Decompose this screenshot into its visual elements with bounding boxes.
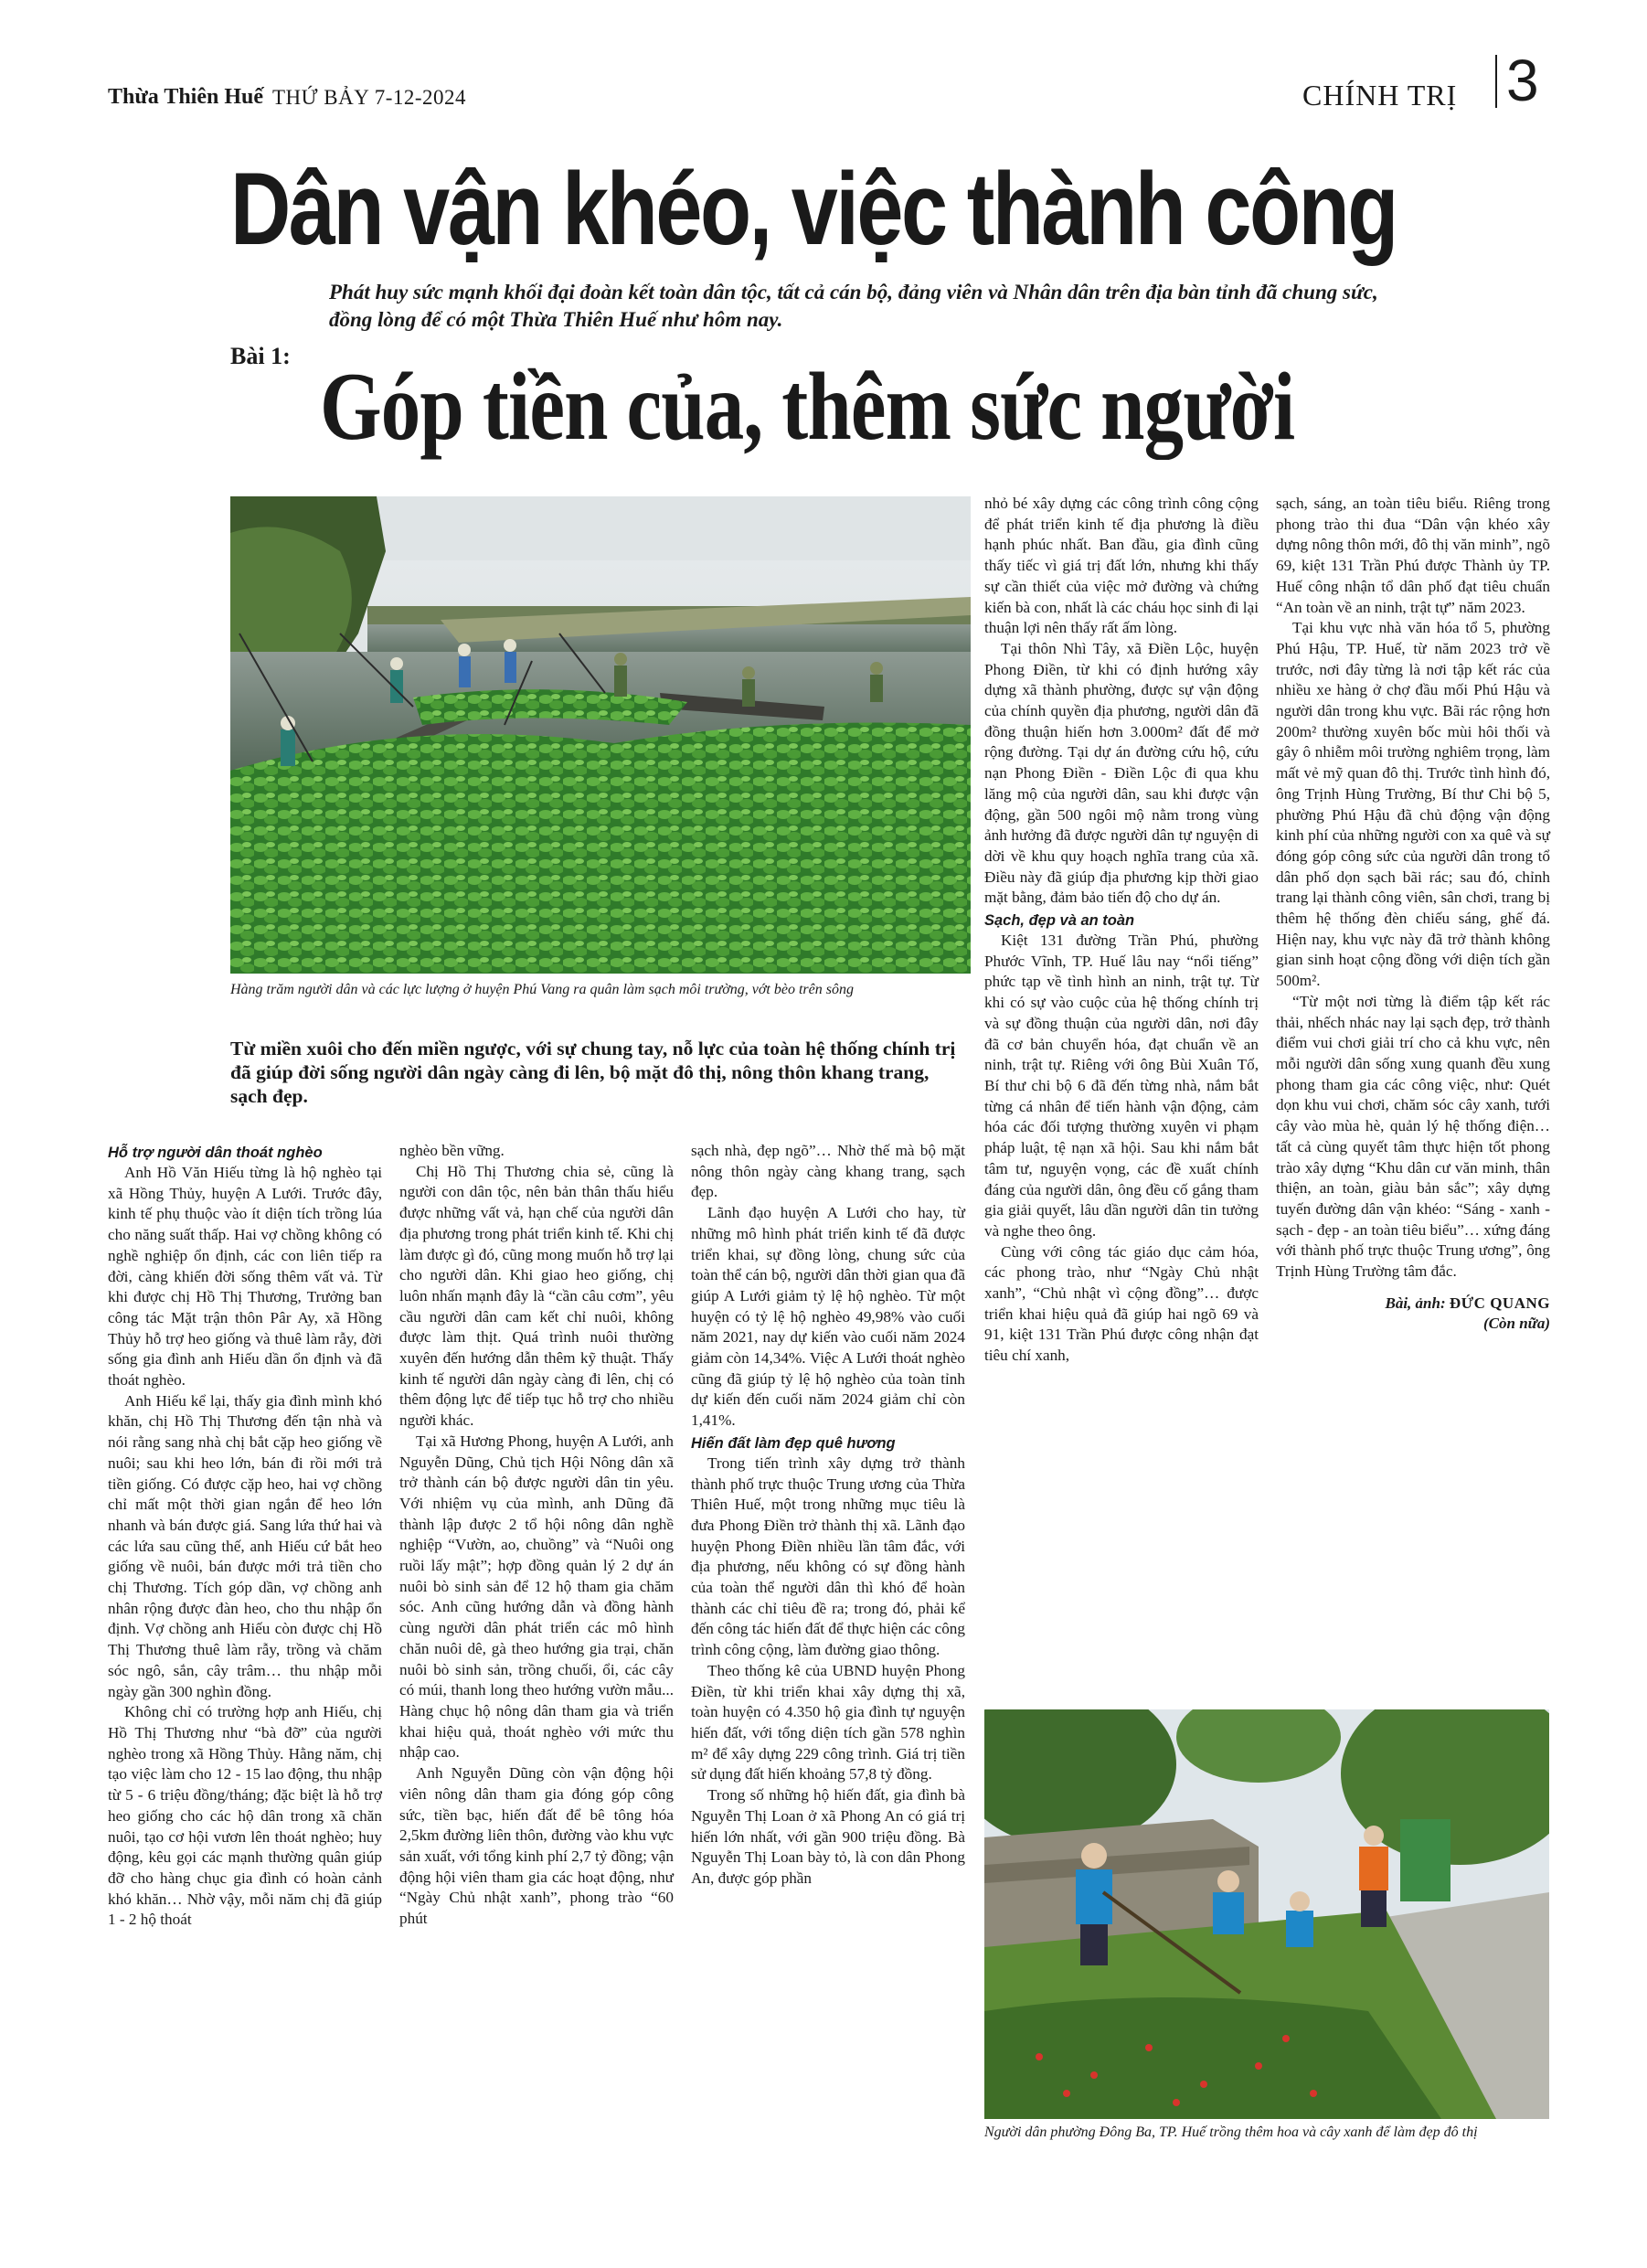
column-3 bbox=[691, 1141, 965, 1890]
section-title: CHÍNH TRỊ bbox=[1302, 79, 1458, 112]
paragraph: Tại xã Hương Phong, huyện A Lưới, anh Nguyễn Dũng, Chủ tịch Hội Nông dân xã trở thành cán bộ được người dân tin yêu. Với nhiệm vụ của mình, anh Dũng đã thành lập được 2 tổ hội nông dân nghề nghiệp “Vườn, ao, chuồng” và “Nuôi ong ruồi lấy mật”; hợp đồng quản lý 2 dự án nuôi bò sinh sản để 12 hộ tham gia chăm sóc. Anh cũng hướng dẫn và đồng hành cùng người dân phát triển các mô hình chăn nuôi dê, gà theo hướng gia trại, chăn nuôi bò sinh sản, trồng chuối, ổi, các cây có múi, thanh long theo hướng vườn mẫu... Hàng chục hộ nông dân tham gia và triển khai hiệu quả, thoát nghèo với mức thu nhập cao. bbox=[399, 1432, 674, 1762]
issue-date: THỨ BẢY 7-12-2024 bbox=[272, 86, 467, 109]
paragraph: Cùng với công tác giáo dục cảm hóa, các phong trào, như “Ngày Chủ nhật xanh”, “Chủ nhật vì cộng đồng”… được triển khai hiệu quả đã giúp hai ngõ 69 và 91, kiệt 131 Trần Phú được công nhận đạt tiêu chí xanh, bbox=[984, 1242, 1259, 1365]
paragraph: Trong số những hộ hiến đất, gia đình bà Nguyễn Thị Loan ở xã Phong An có giá trị hiến lớn nhất, với gần 900 triệu đồng. Bà Nguyễn Thị Loan bày tỏ, là con dân Phong An, được góp phần bbox=[691, 1786, 965, 1887]
paragraph: sạch nhà, đẹp ngõ”… Nhờ thế mà bộ mặt nông thôn ngày càng khang trang, sạch đẹp. bbox=[691, 1142, 965, 1201]
paragraph: sạch, sáng, an toàn tiêu biểu. Riêng trong phong trào thi đua “Dân vận khéo xây dựng nông thôn mới, đô thị văn minh”, ngõ 69, kiệt 131 Trần Phú được Thành ủy TP. Huế công nhận tổ dân phố đạt tiêu chuẩn “An toàn về an ninh, trật tự” năm 2023. bbox=[1276, 495, 1550, 616]
series-label: Bài 1: bbox=[230, 343, 291, 369]
paragraph: Anh Hồ Văn Hiếu từng là hộ nghèo tại xã Hồng Thủy, huyện A Lưới. Trước đây, kinh tế phụ thuộc vào ít diện tích trồng lúa cho năng suất thấp. Hai vợ chồng không có nghề nghiệp ổn định, các con liên tiếp ra đời, càng khiến đời sống thêm vất vả. Từ khi được chị Hồ Thị Thương, Trưởng ban công tác Mặt trận thôn Pâr Ay, xã Hồng Thủy hỗ trợ heo giống và thuê làm rẫy, đời sống gia đình anh Hiếu dần ổn định và đã thoát nghèo. bbox=[108, 1164, 382, 1390]
page-number: 3 bbox=[1506, 48, 1539, 113]
river-cleanup-image bbox=[230, 496, 971, 974]
byline-prefix: Bài, ảnh: bbox=[1385, 1294, 1446, 1312]
headline: Dân vận khéo, việc thành công bbox=[230, 152, 1397, 266]
paragraph: Không chỉ có trường hợp anh Hiếu, chị Hồ Thị Thương như “bà đỡ” của người nghèo trong xã Hồng Thủy. Hằng năm, chị tạo việc làm cho 12 - 15 lao động, thu nhập từ 5 - 6 triệu đồng/tháng; đặc biệt là hỗ trợ heo giống cho các hộ dân trong xã chăn nuôi, tạo cơ hội vươn lên thoát nghèo; huy động, kêu gọi các mạnh thường quân giúp đỡ cho hàng chục gia đình có hoàn cảnh khó khăn… Nhờ vậy, mỗi năm chị đã giúp 1 - 2 hộ thoát bbox=[108, 1703, 382, 1929]
subhead-land-donation: Hiến đất làm đẹp quê hương bbox=[691, 1434, 896, 1452]
paragraph: Tại khu vực nhà văn hóa tổ 5, phường Phú Hậu, TP. Huế, từ năm 2023 trở về trước, nơi đây từng là nơi tập kết rác của nhiều xe hàng ở chợ đầu mối Phú Hậu và người dân trong khu vực. Bãi rác rộng hơn 200m² thường xuyên bốc mùi hôi thối và gây ô nhiễm môi trường nghiêm trọng, làm mất vẻ mỹ quan đô thị. Trước tình hình đó, ông Trịnh Hùng Trường, Bí thư Chi bộ 5, phường Phú Hậu đã chủ động vận động kinh phí của những người con xa quê và sự đóng góp công sức của người dân trong tổ dân phố dọn sạch bãi rác; sau đó, chỉnh trang lại thành công viên, sân chơi, trang bị thêm hệ thống đèn chiếu sáng, ghế đá. Hiện nay, khu vực này đã trở thành không gian sinh hoạt cộng đồng với diện tích gần 500m². bbox=[1276, 619, 1550, 990]
column-4 bbox=[984, 494, 1259, 1367]
paragraph: Lãnh đạo huyện A Lưới cho hay, từ những mô hình phát triển kinh tế đã được triển khai, sự đồng lòng, chung sức của toàn thể cán bộ, người dân thời gian qua đã giúp A Lưới giảm tỷ lệ hộ nghèo. Từ một huyện có tỷ lệ hộ nghèo 49,98% vào cuối năm 2021, nay dự kiến vào cuối năm 2024 giảm còn 14,34%. Việc A Lưới thoát nghèo cũng đã giúp tỷ lệ hộ nghèo của toàn tỉnh dự kiến đến cuối năm 2024 giảm chỉ còn 1,41%. bbox=[691, 1204, 965, 1430]
paragraph: Anh Hiếu kể lại, thấy gia đình mình khó khăn, chị Hồ Thị Thương đến tận nhà và nói rằng sang nhà chị bắt cặp heo giống về nuôi; sau khi heo lớn, bán đi rồi mới trả tiền giống. Có được cặp heo, hai vợ chồng chỉ mất một thời gian ngắn để heo lớn nhanh và bán được giá. Sang lứa thứ hai và các lứa sau cũng thế, anh Hiếu cứ bắt heo giống về nuôi, bán được mới trả tiền cho chị Thương. Tích góp dần, vợ chồng anh nhân rộng được đàn heo, cho thu nhập ổn định. Vợ chồng anh Hiếu còn được chị Hồ Thị Thương thuê làm rẫy, trồng và chăm sóc ngô, sắn, cây trâm… thu nhập mỗi ngày gần 300 nghìn đồng. bbox=[108, 1391, 382, 1700]
paragraph: nhỏ bé xây dựng các công trình công cộng để phát triển kinh tế địa phương là điều hạnh phúc nhất. Ban đầu, gia đình cũng thấy tiếc vì giá trị đất lớn, nhưng khi thấy sự cần thiết của việc mở đường và chứng kiến bà con, nhất là các cháu học sinh đi lại thuận lợi nên thấy rất ấm lòng. bbox=[984, 495, 1259, 637]
masthead: Thừa Thiên Huế bbox=[108, 85, 264, 109]
subhead-clean-safe: Sạch, đẹp và an toàn bbox=[984, 912, 1135, 930]
column-5 bbox=[1276, 494, 1550, 1334]
paragraph: Kiệt 131 đường Trần Phú, phường Phước Vĩnh, TP. Huế lâu nay “nổi tiếng” phức tạp về tình hình an ninh, trật tự. Từ khi có sự vào cuộc của hệ thống chính trị và sự đồng thuận của người dân, nơi đây đã cơ bản chuyển hóa, đạt chuẩn về an ninh, trật tự. Riêng với ông Bùi Xuân Tố, Bí thư chi bộ 6 đã đến từng nhà, nắm bắt từng cá nhân để tiến hành vận động, cảm hóa các đối tượng thường xuyên vi phạm pháp luật, tệ nạn xã hội. Sau khi nắm bắt tâm tư, nguyện vọng, các đề xuất chính đáng của người dân, ông đều cố gắng tham gia giải quyết, lâu dần người dân tin tưởng và nghe theo ông. bbox=[984, 932, 1259, 1240]
header-divider bbox=[1495, 55, 1497, 108]
paragraph: Trong tiến trình xây dựng trở thành thành phố trực thuộc Trung ương của Thừa Thiên Huế, một trong những mục tiêu là đưa Phong Điền trở thành thị xã. Lãnh đạo huyện Phong Điền nhiều lần tâm đắc, với địa phương, nếu không có sự đồng hành của toàn thể người dân thì khó để hoàn thành các chỉ tiêu đề ra; trong đó, phải kể đến công tác hiến đất để thực hiện các công trình công cộng, làm đường giao thông. bbox=[691, 1453, 965, 1659]
byline bbox=[1276, 1294, 1550, 1314]
subheadline: Góp tiền của, thêm sức người bbox=[320, 353, 1295, 460]
photo-caption-flowers: Người dân phường Đông Ba, TP. Huế trồng thêm hoa và cây xanh để làm đẹp đô thị bbox=[984, 2124, 1478, 2140]
byline-author: ĐỨC QUANG bbox=[1449, 1294, 1550, 1312]
paragraph: Theo thống kê của UBND huyện Phong Điền, từ khi triển khai xây dựng thị xã, toàn huyện có 4.350 hộ gia đình tự nguyện hiến đất, với tổng diện tích gần 578 nghìn m² để xây dựng 229 công trình. Giá trị tiền sử dụng đất hiến khoảng 57,8 tỷ đồng. bbox=[691, 1661, 965, 1784]
article-summary: Từ miền xuôi cho đến miền ngược, với sự chung tay, nỗ lực của toàn hệ thống chính trị đã giúp đời sống người dân ngày càng đi lên, bộ mặt đô thị, nông thôn khang trang, sạch đẹp. bbox=[230, 1038, 956, 1107]
column-1 bbox=[108, 1141, 382, 1931]
paragraph: Tại thôn Nhì Tây, xã Điền Lộc, huyện Phong Điền, từ khi có định hướng xây dựng xã thành phường, được sự vận động của chính quyền địa phương, người dân đã đồng thuận hiến hơn 3.000m² đất để mở rộng đường. Tại dự án đường cứu hộ, cứu nạn Phong Điền - Điền Lộc đi qua khu lăng mộ của người dân, sau khi được vận động, gần 500 ngôi mộ nằm trong vùng ảnh hưởng đã được người dân tự nguyện di dời về khu quy hoạch nghĩa trang của xã. Điều này đã giúp địa phương kịp thời giao mặt bằng, đảm bảo tiến độ cho dự án. bbox=[984, 639, 1259, 907]
photo-planting-flowers bbox=[984, 1709, 1549, 2119]
column-2 bbox=[399, 1141, 674, 1930]
paragraph: “Từ một nơi từng là điểm tập kết rác thải, nhếch nhác nay lại sạch đẹp, trở thành điểm vui chơi giải trí cho cả khu vực, nên mỗi người dân sống xung quanh đều xung phong tham gia các công việc, như: Quét dọn khu vui chơi, chăm sóc cây xanh, tưới cây vào mùa hè, quản lý hệ thống điện… tất cả cùng quyết tâm thực hiện tốt phong trào xây dựng “Khu dân cư văn minh, thân thiện, an toàn, giàu bản sắc”; xây dựng tuyến đường dân vận khéo: “Sáng - xanh - sạch - đẹp - an toàn tiêu biểu”… xứng đáng với thành phố trực thuộc Trung ương”, ông Trịnh Hùng Trường tâm đắc. bbox=[1276, 992, 1550, 1281]
continued-note: (Còn nữa) bbox=[1482, 1314, 1550, 1332]
planting-flowers-image bbox=[984, 1709, 1549, 2119]
subhead-poverty: Hỗ trợ người dân thoát nghèo bbox=[108, 1145, 323, 1161]
lead-paragraph: Phát huy sức mạnh khối đại đoàn kết toàn dân tộc, tất cả cán bộ, đảng viên và Nhân dân trên địa bàn tỉnh đã chung sức, đồng lòng để có một Thừa Thiên Huế như hôm nay. bbox=[329, 281, 1378, 331]
paragraph: nghèo bền vững. bbox=[399, 1142, 505, 1159]
photo-caption-river: Hàng trăm người dân và các lực lượng ở huyện Phú Vang ra quân làm sạch môi trường, vớt bèo trên sông bbox=[230, 982, 854, 997]
paragraph: Chị Hồ Thị Thương chia sẻ, cũng là người con dân tộc, nên bản thân thấu hiểu được những vất vả, hạn chế của người dân địa phương trong phát triển kinh tế. Khi chị làm được gì đó, cũng mong muốn hỗ trợ lại cho người dân. Khi giao heo giống, chị luôn nhấn mạnh đây là “cần câu cơm”, yêu cầu người dân cam kết chỉ nuôi, không được làm thịt. Quá trình nuôi thường xuyên đến hướng dẫn thêm kỹ thuật. Thấy kinh tế người dân ngày càng đi lên, chị có thêm động lực để tiếp tục hỗ trợ cho nhiều người khác. bbox=[399, 1162, 674, 1430]
photo-river-cleanup bbox=[230, 496, 971, 974]
paragraph: Anh Nguyễn Dũng còn vận động hội viên nông dân tham gia đóng góp công sức, tiền bạc, hiến đất để bê tông hóa 2,5km đường liên thôn, đường vào khu vực sản xuất, với tổng kinh phí 2,7 tỷ đồng; vận động hội viên tham gia các hoạt động, như “Ngày Chủ nhật xanh”, phong trào “60 phút bbox=[399, 1764, 674, 1928]
